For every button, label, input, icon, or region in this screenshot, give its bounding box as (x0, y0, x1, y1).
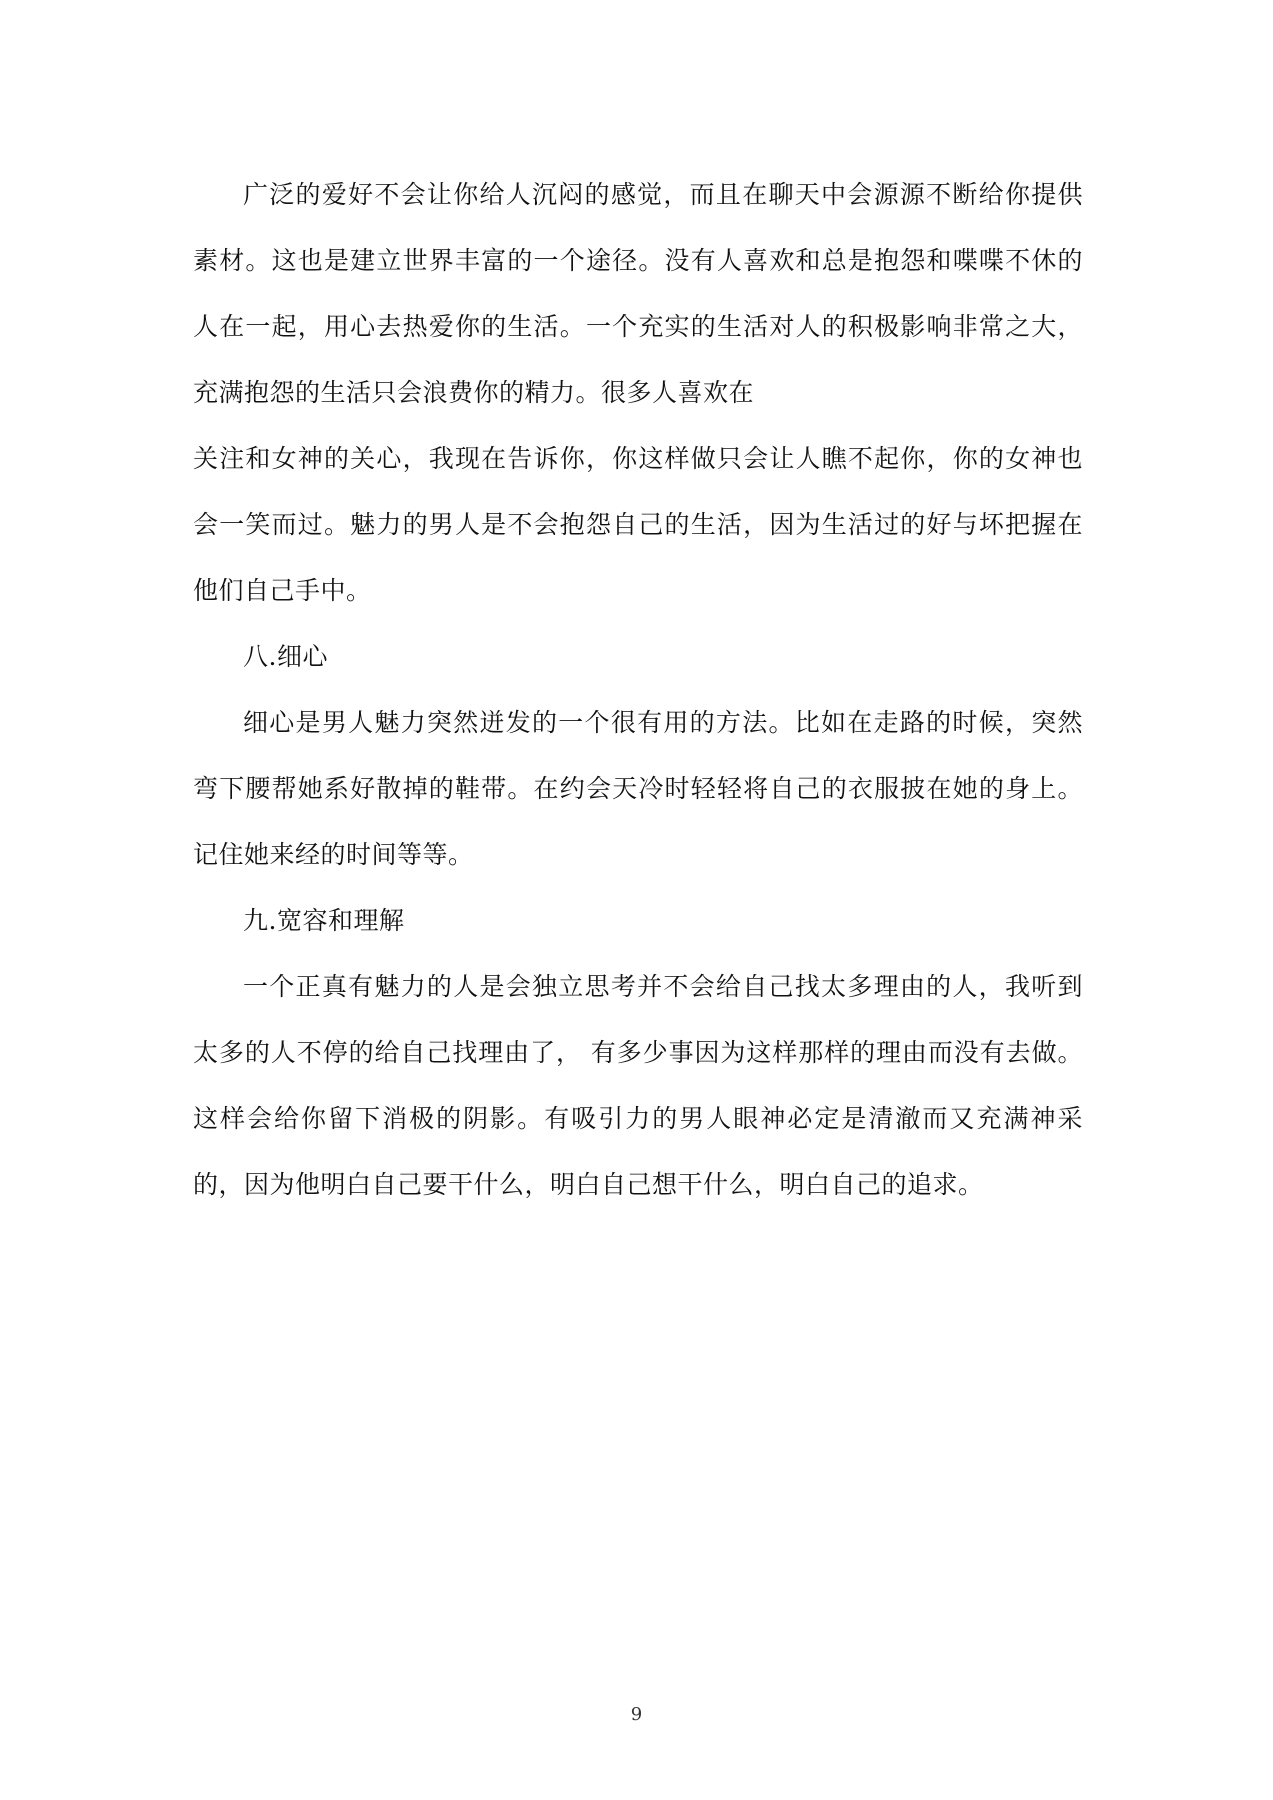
body-paragraph-hobbies: 广泛的爱好不会让你给人沉闷的感觉，而且在聊天中会源源不断给你提供素材。这也是建立世界丰富的一个途径。没有人喜欢和总是抱怨和喋喋不休的人在一起，用心去热爱你的生活。一个充实的生活对人的积极影响非常之大，充满抱怨的生活只会浪费你的精力。很多人喜欢在 (193, 180, 1083, 407)
body-paragraph-tolerance: 一个正真有魅力的人是会独立思考并不会给自己找太多理由的人，我听到太多的人不停的给自己找理由了， 有多少事因为这样那样的理由而没有去做。这样会给你留下消极的阴影。有吸引力的男人眼神必定是清澈而又充满神采的，因为他明白自己要干什么，明白自己想干什么，明白自己的追求。 (193, 972, 1083, 1199)
section-heading-9: 九.宽容和理解 (243, 906, 405, 935)
page-number: 9 (630, 1704, 643, 1725)
body-paragraph-attentive: 细心是男人魅力突然迸发的一个很有用的方法。比如在走路的时候，突然弯下腰帮她系好散掉的鞋带。在约会天冷时轻轻将自己的衣服披在她的身上。记住她来经的时间等等。 (193, 708, 1083, 869)
section-heading-8: 八.细心 (243, 642, 328, 671)
body-paragraph-continuation: 关注和女神的关心，我现在告诉你，你这样做只会让人瞧不起你，你的女神也会一笑而过。魅力的男人是不会抱怨自己的生活，因为生活过的好与坏把握在他们自己手中。 (193, 444, 1083, 605)
document-body (193, 162, 1083, 1218)
